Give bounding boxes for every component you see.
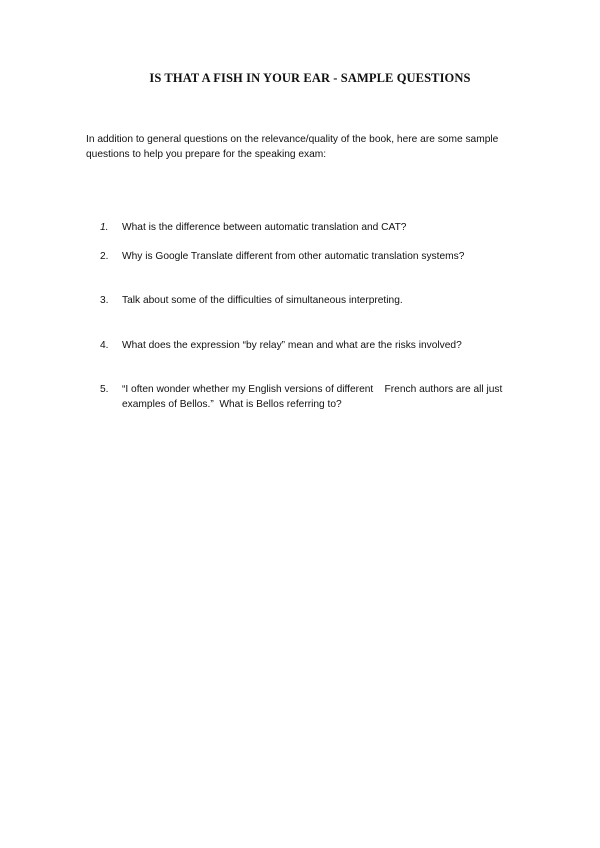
question-item-1 bbox=[100, 220, 530, 235]
question-number-4: 4. bbox=[100, 340, 109, 351]
question-text-3: Talk about some of the difficulties of simultaneous interpreting. bbox=[122, 295, 403, 306]
question-item-4 bbox=[100, 338, 530, 353]
question-number-1: 1. bbox=[100, 222, 109, 233]
question-item-2 bbox=[100, 249, 530, 264]
question-text-5: “I often wonder whether my English versions of different French authors are all just examples of Bellos.” What is Bellos referring to? bbox=[122, 384, 506, 410]
question-text-2: Why is Google Translate different from other automatic translation systems? bbox=[122, 251, 465, 262]
page-title: IS THAT A FISH IN YOUR EAR - SAMPLE QUESTIONS bbox=[149, 71, 471, 85]
question-number-2: 2. bbox=[100, 251, 109, 262]
question-item-5 bbox=[100, 382, 530, 412]
question-text-4: What does the expression “by relay” mean and what are the risks involved? bbox=[122, 340, 462, 351]
intro-paragraph: In addition to general questions on the relevance/quality of the book, here are some sample questions to help you prepare for the speaking exam: bbox=[86, 134, 499, 160]
question-number-3: 3. bbox=[100, 295, 109, 306]
question-item-3 bbox=[100, 293, 530, 308]
question-number-5: 5. bbox=[100, 384, 109, 395]
question-text-1: What is the difference between automatic translation and CAT? bbox=[122, 222, 407, 233]
